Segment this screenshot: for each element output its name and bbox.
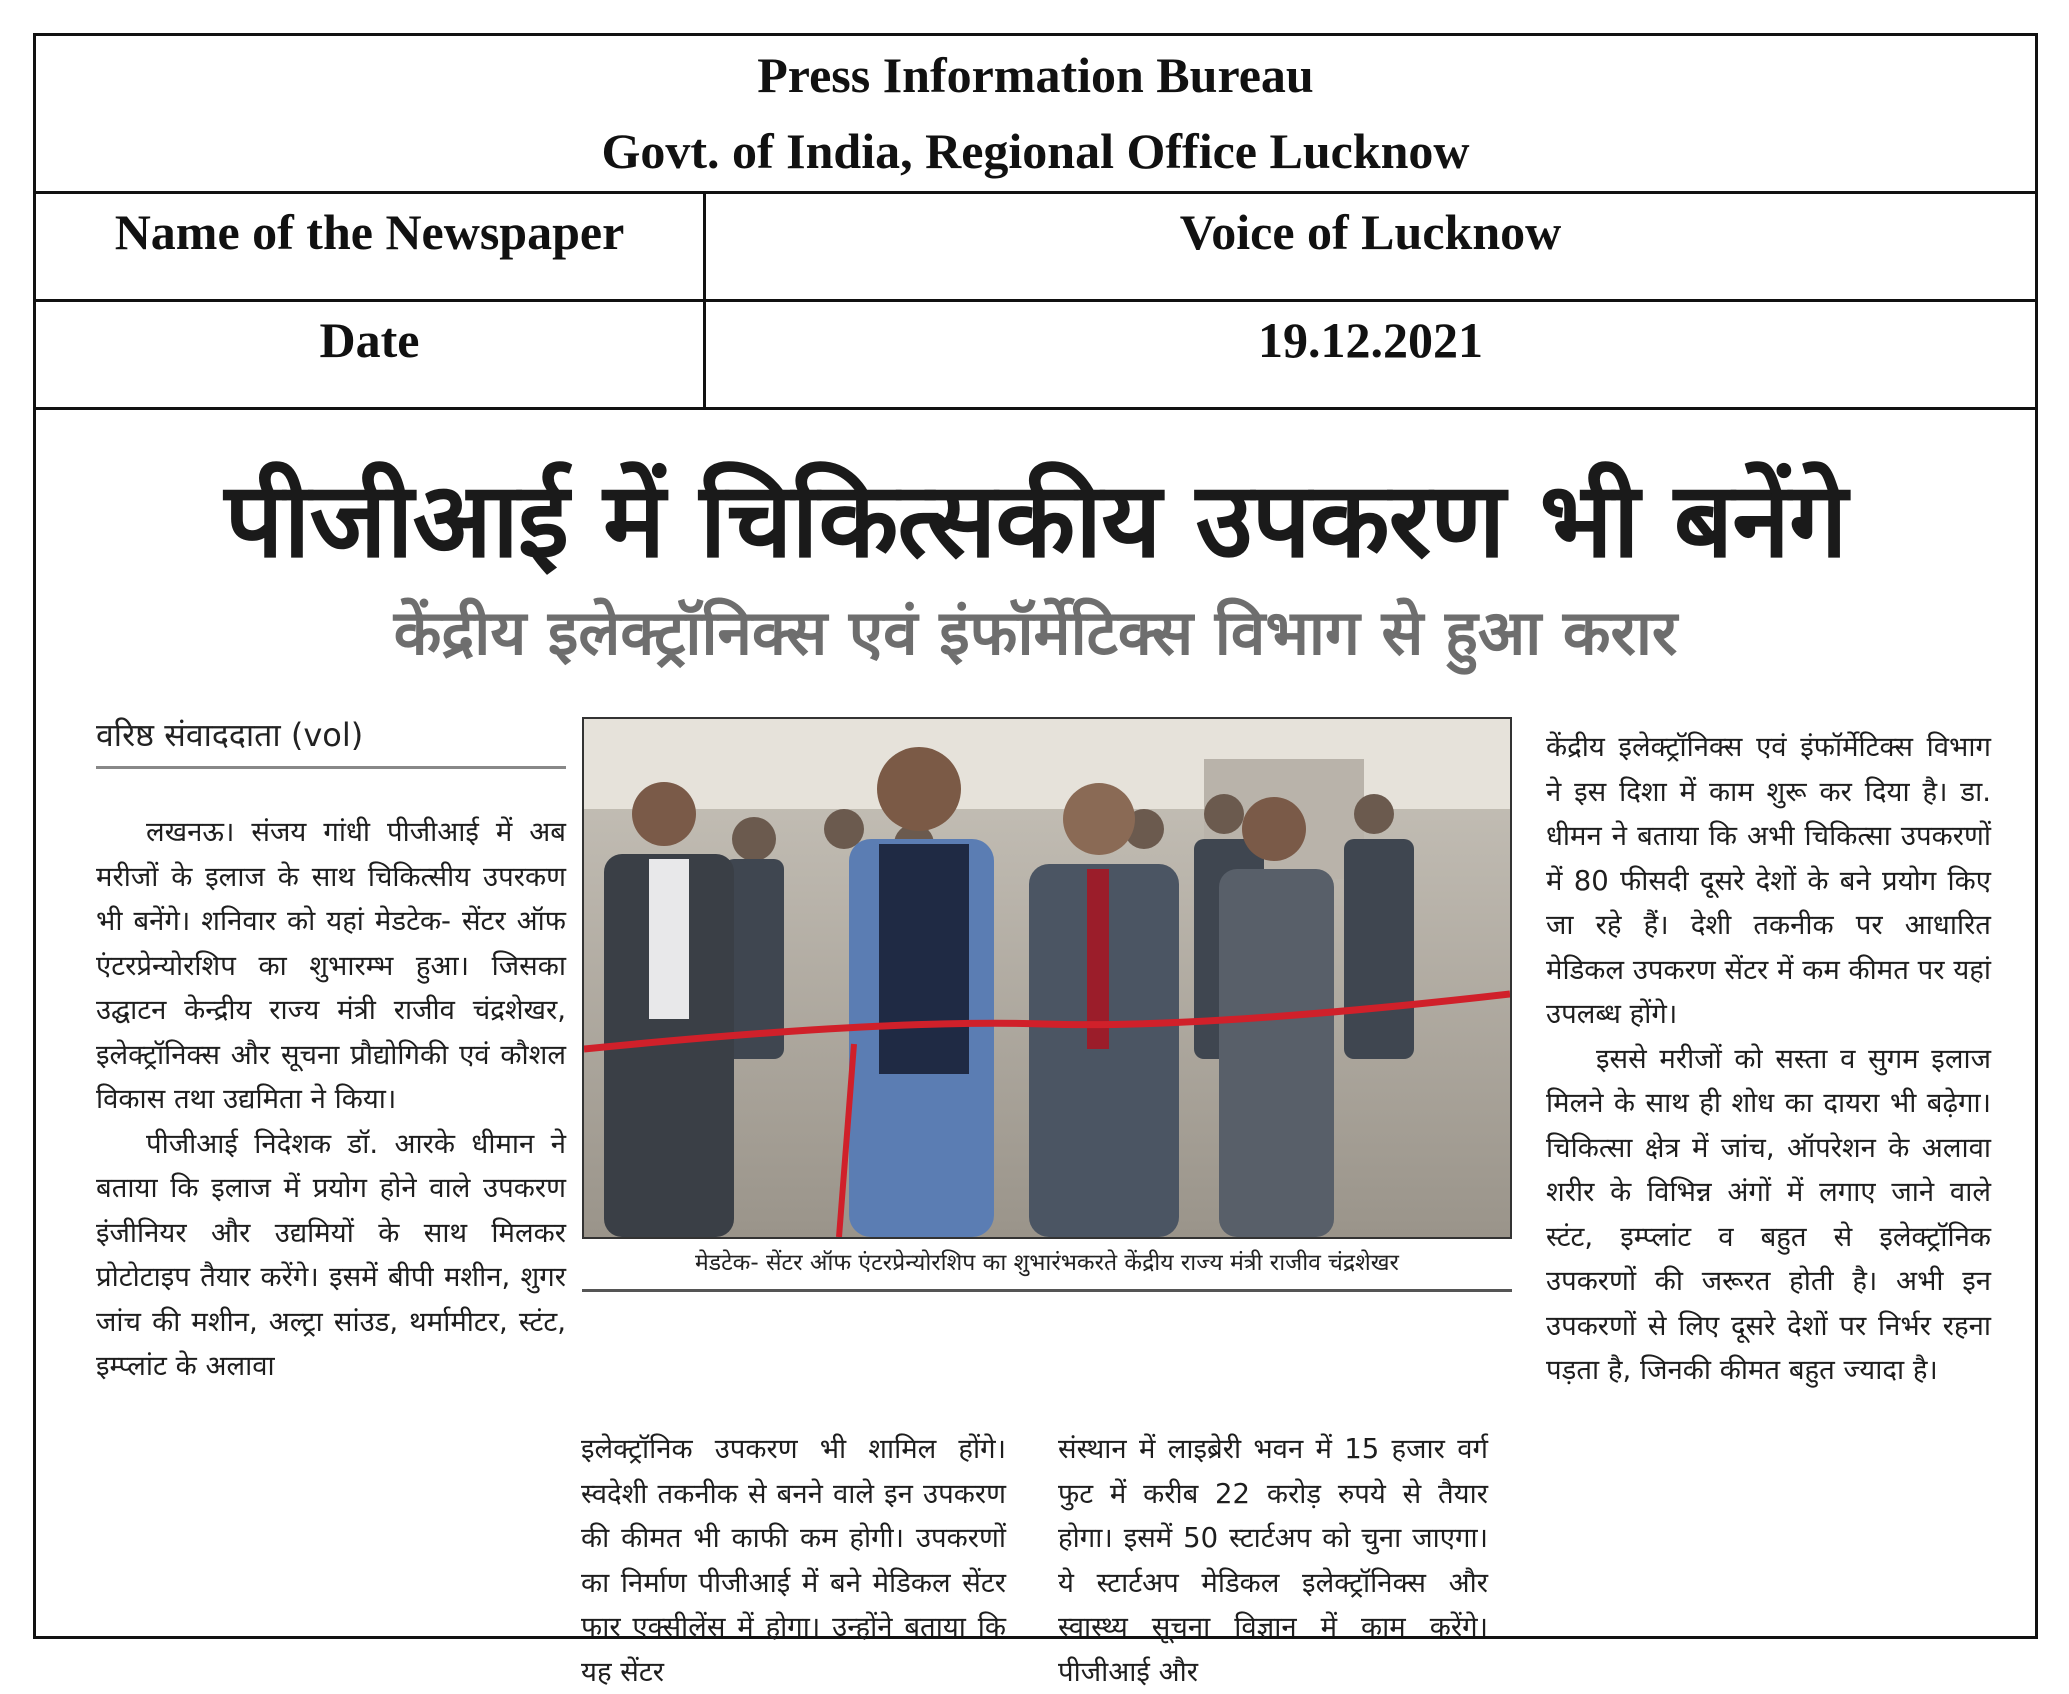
paragraph: लखनऊ। संजय गांधी पीजीआई में अब मरीजों के इलाज के साथ चिकित्सीय उपरकण भी बनेंगे। शनिवार को यहां मेडटेक- सेंटर ऑफ एंटरप्रेन्योरशिप का शुभारम्भ हुआ। जिसका उद्घाटन केन्द्रीय राज्य मंत्री राजीव चंद्रशेखर, इलेक्ट्रॉनिक्स और सूचना प्रौद्योगिकी एवं कौशल विकास तथा उद्यमिता ने किया। [96,816,566,1115]
paragraph: संस्थान में लाइब्रेरी भवन में 15 हजार वर्ग फुट में करीब 22 करोड़ रुपये से तैयार होगा। इसमें 50 स्टार्टअप को चुना जाएगा। ये स्टार्टअप मेडिकल इलेक्ट्रॉनिक्स और स्वास्थ्य सूचना विज्ञान में काम करेंगे। पीजीआई और [1058,1433,1488,1688]
article-byline: वरिष्ठ संवाददाता (vol) [96,710,566,769]
article-subheadline: केंद्रीय इलेक्ट्रॉनिक्स एवं इंफॉर्मेटिक्स विभाग से हुआ करार [393,596,1678,669]
ribbon-cutting-image [584,719,1510,1237]
paragraph: इससे मरीजों को सस्ता व सुगम इलाज मिलने के साथ ही शोध का दायरा भी बढ़ेगा। चिकित्सा क्षेत्र में जांच, ऑपरेशन के अलावा शरीर के विभिन्न अंगों में लगाए जाने वाले स्टंट, इम्प्लांट व बहुत से इलेक्ट्रॉनिक उपकरणों की जरूरत होती है। अभी इन उपकरणों से लिए दूसरे देशों पर निर्भर रहना पड़ता है, जिनकी कीमत बहुत ज्यादा है। [1546,1042,1991,1386]
date-row [36,302,2035,410]
article-column-2 [581,1427,1006,1694]
regional-office: Govt. of India, Regional Office Lucknow [601,123,1470,179]
date-label: Date [36,302,706,407]
article-column-1 [96,810,566,1389]
newspaper-value: Voice of Lucknow [1179,204,1562,260]
article-column-3 [1058,1427,1488,1694]
date-value: 19.12.2021 [1258,312,1483,368]
paragraph: केंद्रीय इलेक्ट्रॉनिक्स एवं इंफॉर्मेटिक्स विभाग ने इस दिशा में काम शुरू कर दिया है। डा. धीमन ने बताया कि अभी चिकित्सा उपकरणों में 80 फीसदी दूसरे देशों के बने प्रयोग किए जा रहे हैं। देशी तकनीक पर आधारित मेडिकल उपकरण सेंटर में कम कीमत पर यहां उपलब्ध होंगे। [1546,731,1991,1030]
article-headline: पीजीआई में चिकित्सकीय उपकरण भी बनेंगे [224,459,1847,581]
paragraph: इलेक्ट्रॉनिक उपकरण भी शामिल होंगे। स्वदेशी तकनीक से बनने वाले इन उपकरण की कीमत भी काफी कम होगी। उपकरणों का निर्माण पीजीआई में बने मेडिकल सेंटर फार एक्सीलेंस में होगा। उन्होंने बताया कि यह सेंटर [581,1433,1006,1688]
newspaper-row [36,194,2035,302]
bureau-header [36,36,2035,194]
press-clipping-frame [33,33,2038,1688]
inauguration-photo [582,717,1512,1239]
photo-caption: मेडटेक- सेंटर ऑफ एंटरप्रेन्योरशिप का शुभारंभकरते केंद्रीय राज्य मंत्री राजीव चंद्रशेखर [582,1245,1512,1292]
article-column-4 [1546,725,1991,1393]
newspaper-clipping [36,410,2035,1688]
bureau-name: Press Information Bureau [757,47,1314,103]
paragraph: पीजीआई निदेशक डॉ. आरके धीमान ने बताया कि इलाज में प्रयोग होने वाले उपकरण इंजीनियर और उद्यमियों के साथ मिलकर प्रोटोटाइप तैयार करेंगे। इसमें बीपी मशीन, शुगर जांच की मशीन, अल्ट्रा सांउड, थर्मामीटर, स्टंट, इम्प्लांट के अलावा [96,1127,566,1382]
newspaper-label: Name of the Newspaper [36,194,706,299]
